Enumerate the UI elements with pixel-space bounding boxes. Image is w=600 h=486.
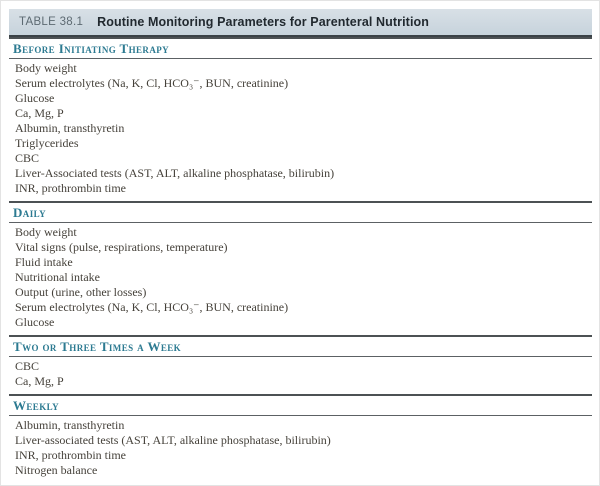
parameter-item: Serum electrolytes (Na, K, Cl, HCO₃⁻, BUN, creatinine) [15,300,289,314]
section-items [9,416,592,483]
parameter-item: Liver-Associated tests (AST, ALT, alkaline phosphatase, bilirubin) [15,166,335,180]
table-section [9,394,592,483]
parameter-item: CBC [15,359,40,373]
section-heading: Daily [9,201,592,223]
parameter-item: Nutritional intake [15,270,100,284]
parameter-item: Body weight [15,225,77,239]
parameter-item: Glucose [15,91,55,105]
section-items [9,59,592,201]
table-title: Routine Monitoring Parameters for Parenteral Nutrition [97,15,429,29]
section-items [9,357,592,394]
parameter-item: CBC [15,151,40,165]
table-sections [9,37,592,483]
table-number-label: TABLE 38.1 [19,16,84,28]
table-section [9,37,592,201]
parameter-item: Serum electrolytes (Na, K, Cl, HCO₃⁻, BUN, creatinine) [15,76,289,90]
section-heading: Two or Three Times a Week [9,335,592,357]
parameter-item: Fluid intake [15,255,73,269]
table-header-bar [9,9,592,37]
parameter-item: INR, prothrombin time [15,448,126,462]
parameter-item: Ca, Mg, P [15,106,64,120]
parameter-item: Vital signs (pulse, respirations, temperature) [15,240,228,254]
parameter-item: Triglycerides [15,136,79,150]
parameter-item: Liver-associated tests (AST, ALT, alkaline phosphatase, bilirubin) [15,433,331,447]
parameter-item: Albumin, transthyretin [15,121,125,135]
section-items [9,223,592,335]
parameter-item: Glucose [15,315,55,329]
section-heading: Weekly [9,394,592,416]
parameter-item: Albumin, transthyretin [15,418,125,432]
parameter-item: Body weight [15,61,77,75]
parameter-item: Output (urine, other losses) [15,285,147,299]
section-heading: Before Initiating Therapy [9,37,592,59]
table-section [9,335,592,394]
parameter-item: Nitrogen balance [15,463,98,477]
parameter-item: INR, prothrombin time [15,181,126,195]
parameter-item: Ca, Mg, P [15,374,64,388]
table-section [9,201,592,335]
